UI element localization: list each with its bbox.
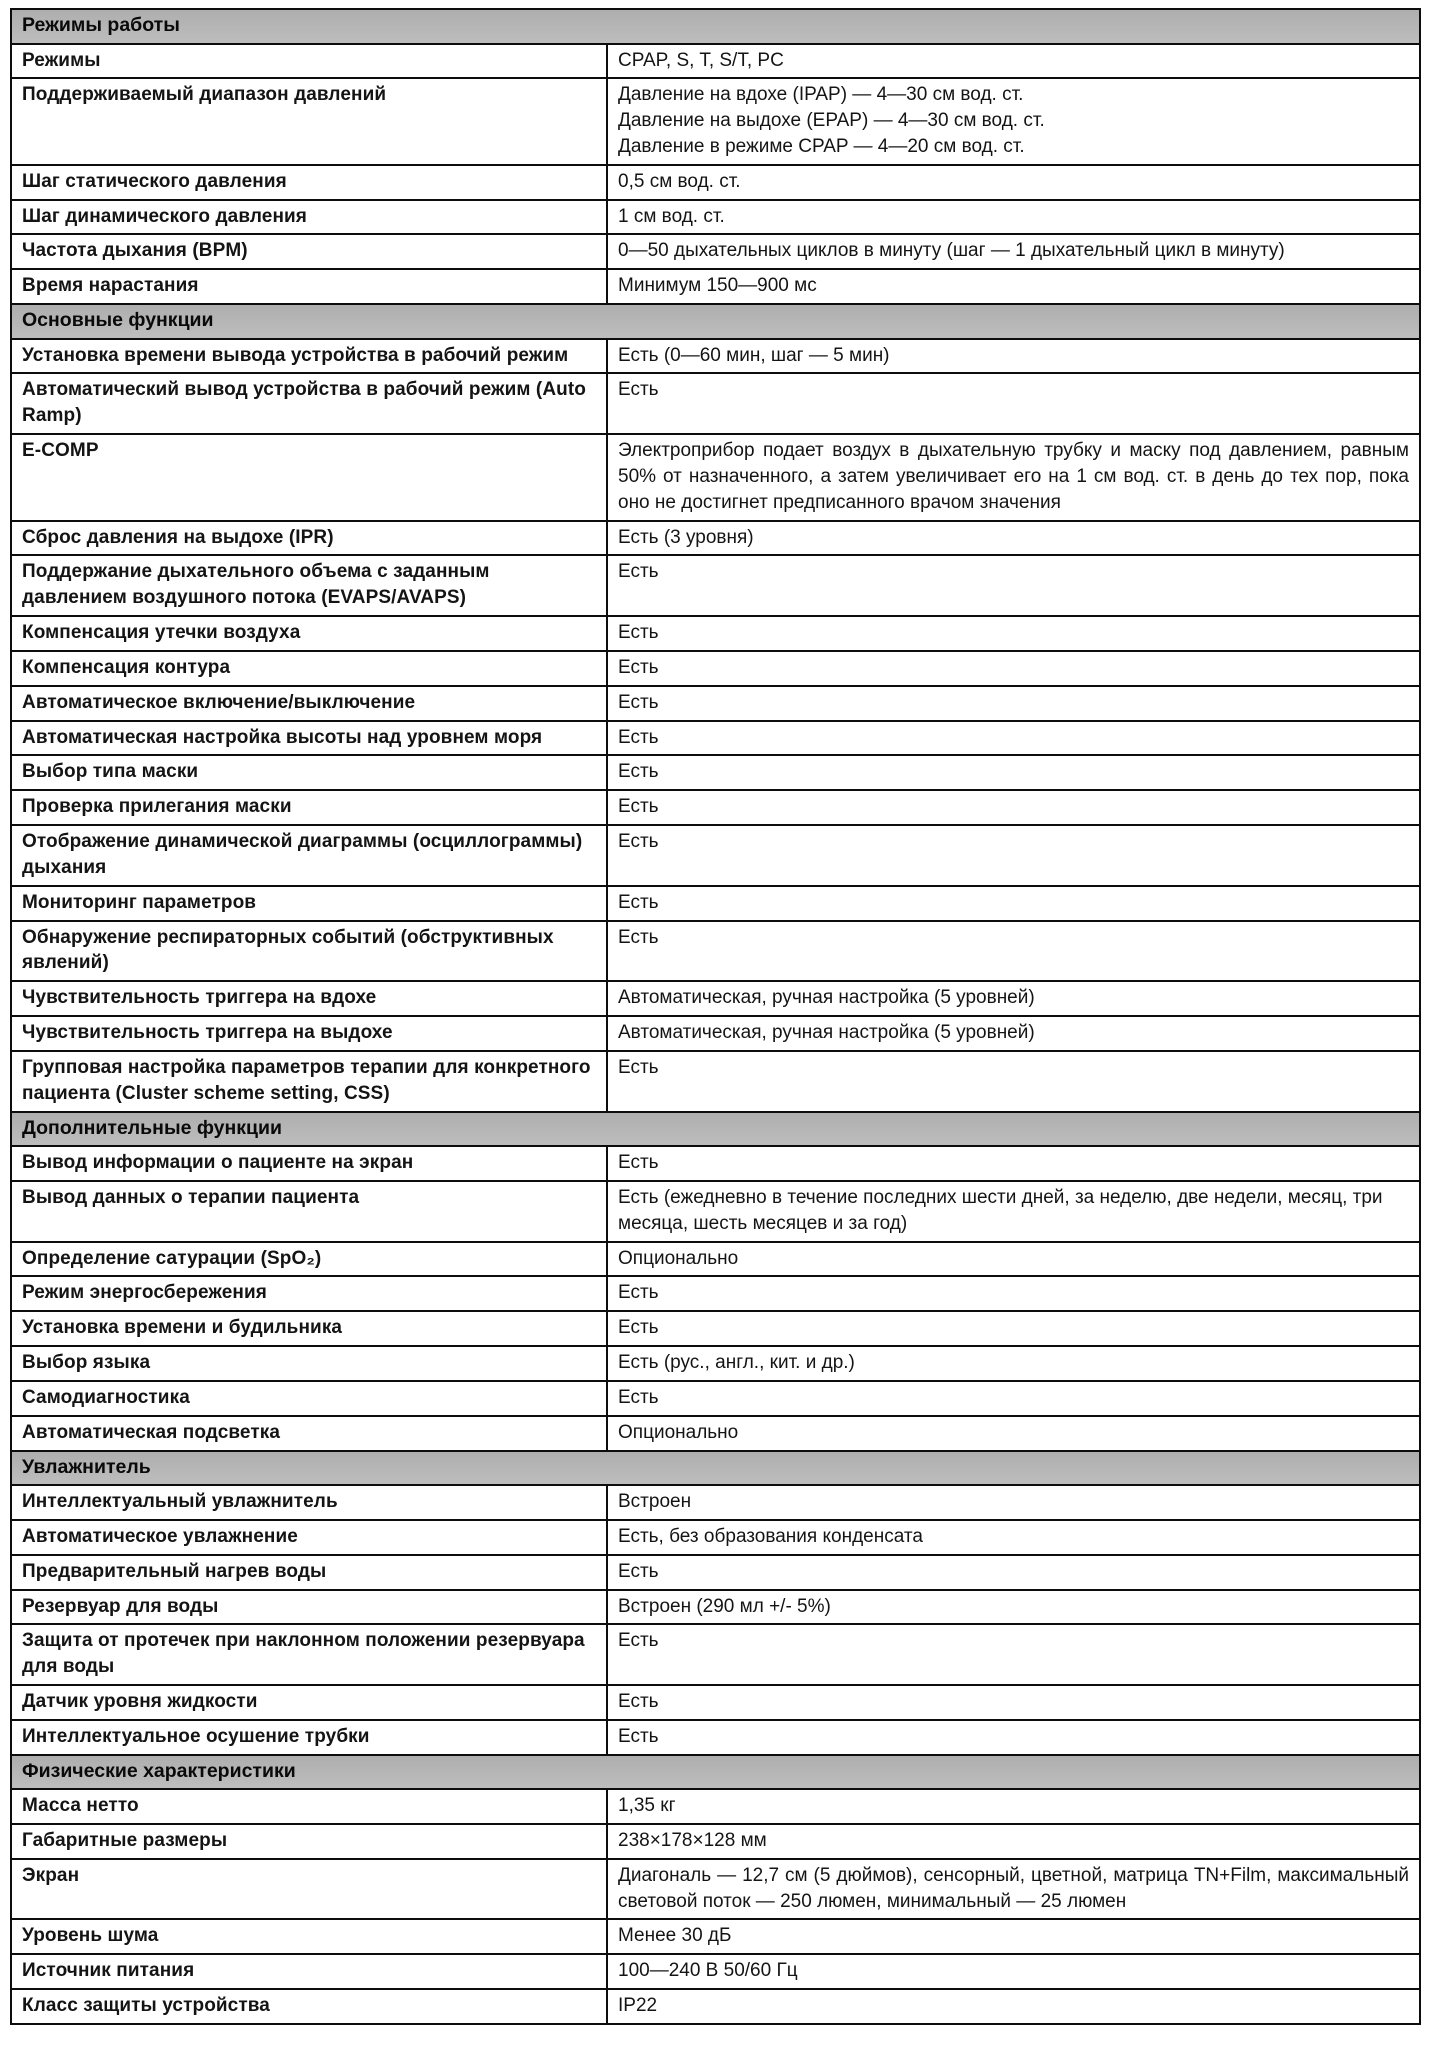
spec-value: Есть <box>607 1720 1420 1755</box>
spec-label: Интеллектуальное осушение трубки <box>11 1720 607 1755</box>
spec-row <box>11 521 1420 556</box>
spec-row <box>11 1624 1420 1685</box>
spec-row <box>11 1416 1420 1451</box>
spec-row <box>11 651 1420 686</box>
spec-label: Датчик уровня жидкости <box>11 1685 607 1720</box>
spec-row <box>11 1555 1420 1590</box>
spec-value: Есть <box>607 1381 1420 1416</box>
spec-label: Чувствительность триггера на вдохе <box>11 981 607 1016</box>
spec-row <box>11 1485 1420 1520</box>
spec-value: Есть <box>607 1685 1420 1720</box>
spec-value: 100—240 В 50/60 Гц <box>607 1954 1420 1989</box>
spec-label: Время нарастания <box>11 269 607 304</box>
spec-value: Есть <box>607 1555 1420 1590</box>
spec-row <box>11 78 1420 164</box>
spec-value: CPAP, S, T, S/T, PC <box>607 44 1420 79</box>
spec-label: Защита от протечек при наклонном положении резервуара для воды <box>11 1624 607 1685</box>
spec-label: Выбор типа маски <box>11 755 607 790</box>
spec-row <box>11 1181 1420 1242</box>
spec-row <box>11 1789 1420 1824</box>
spec-value: Диагональ — 12,7 см (5 дюймов), сенсорный, цветной, матрица TN+Film, максимальный световой поток — 250 люмен, минимальный — 25 люмен <box>607 1859 1420 1920</box>
spec-row <box>11 755 1420 790</box>
spec-value: Автоматическая, ручная настройка (5 уровней) <box>607 981 1420 1016</box>
spec-row <box>11 1146 1420 1181</box>
spec-value: Минимум 150—900 мс <box>607 269 1420 304</box>
spec-label: Экран <box>11 1859 607 1920</box>
spec-label: Предварительный нагрев воды <box>11 1555 607 1590</box>
spec-label: Класс защиты устройства <box>11 1989 607 2024</box>
spec-label: Шаг статического давления <box>11 165 607 200</box>
spec-value: Есть <box>607 721 1420 756</box>
spec-value: Есть <box>607 1276 1420 1311</box>
spec-row <box>11 721 1420 756</box>
spec-label: Интеллектуальный увлажнитель <box>11 1485 607 1520</box>
spec-label: Групповая настройка параметров терапии для конкретного пациента (Cluster scheme setting, CSS) <box>11 1051 607 1112</box>
spec-row <box>11 339 1420 374</box>
spec-value: Есть, без образования конденсата <box>607 1520 1420 1555</box>
spec-value: Есть <box>607 1051 1420 1112</box>
spec-row <box>11 44 1420 79</box>
section-title: Дополнительные функции <box>11 1112 1420 1147</box>
spec-value: 238×178×128 мм <box>607 1824 1420 1859</box>
spec-label: Режимы <box>11 44 607 79</box>
spec-label: Установка времени вывода устройства в рабочий режим <box>11 339 607 374</box>
spec-label: Выбор языка <box>11 1346 607 1381</box>
spec-label: Автоматическое включение/выключение <box>11 686 607 721</box>
spec-label: Самодиагностика <box>11 1381 607 1416</box>
spec-label: Вывод информации о пациенте на экран <box>11 1146 607 1181</box>
spec-value-line: Давление на вдохе (IPAP) — 4—30 см вод. ст. <box>618 84 1024 106</box>
spec-row <box>11 616 1420 651</box>
spec-row <box>11 1720 1420 1755</box>
spec-label: Масса нетто <box>11 1789 607 1824</box>
spec-label: Компенсация контура <box>11 651 607 686</box>
spec-label: Сброс давления на выдохе (IPR) <box>11 521 607 556</box>
section-header-row <box>11 1112 1420 1147</box>
section-title: Режимы работы <box>11 9 1420 44</box>
spec-label: Резервуар для воды <box>11 1590 607 1625</box>
spec-label: Автоматическая подсветка <box>11 1416 607 1451</box>
spec-row <box>11 1381 1420 1416</box>
spec-label: Автоматическое увлажнение <box>11 1520 607 1555</box>
spec-row <box>11 1859 1420 1920</box>
spec-row <box>11 1824 1420 1859</box>
spec-value: Есть <box>607 1146 1420 1181</box>
spec-label: Частота дыхания (BPM) <box>11 234 607 269</box>
spec-value: Есть <box>607 790 1420 825</box>
spec-value: 1,35 кг <box>607 1789 1420 1824</box>
spec-value: Есть <box>607 921 1420 982</box>
spec-row <box>11 790 1420 825</box>
spec-label: Габаритные размеры <box>11 1824 607 1859</box>
spec-value: Электроприбор подает воздух в дыхательную трубку и маску под давлением, равным 50% от назначенного, а затем увеличивает его на 1 см вод. ст. в день до тех пор, пока оно не достигнет предписанного врачом значения <box>607 434 1420 520</box>
spec-row <box>11 886 1420 921</box>
spec-label: Поддержание дыхательного объема с заданным давлением воздушного потока (EVAPS/AVAPS) <box>11 555 607 616</box>
spec-value: Есть <box>607 651 1420 686</box>
spec-row <box>11 234 1420 269</box>
spec-row <box>11 1520 1420 1555</box>
section-title: Физические характеристики <box>11 1755 1420 1790</box>
spec-value: Есть (рус., англ., кит. и др.) <box>607 1346 1420 1381</box>
spec-label: Автоматическая настройка высоты над уровнем моря <box>11 721 607 756</box>
spec-value: Менее 30 дБ <box>607 1919 1420 1954</box>
section-header-row <box>11 1451 1420 1486</box>
spec-value: 0,5 см вод. ст. <box>607 165 1420 200</box>
spec-value: Есть <box>607 1624 1420 1685</box>
spec-value: Есть (ежедневно в течение последних шести дней, за неделю, две недели, месяц, три месяца, шесть месяцев и за год) <box>607 1181 1420 1242</box>
section-header-row <box>11 304 1420 339</box>
spec-row <box>11 1016 1420 1051</box>
spec-label: Чувствительность триггера на выдохе <box>11 1016 607 1051</box>
spec-row <box>11 1685 1420 1720</box>
spec-label: Автоматический вывод устройства в рабочий режим (Auto Ramp) <box>11 373 607 434</box>
spec-label: E-COMP <box>11 434 607 520</box>
spec-row <box>11 921 1420 982</box>
spec-row <box>11 1051 1420 1112</box>
spec-value: Есть <box>607 555 1420 616</box>
spec-label: Установка времени и будильника <box>11 1311 607 1346</box>
spec-value: Опционально <box>607 1242 1420 1277</box>
spec-value: Есть <box>607 886 1420 921</box>
spec-label: Вывод данных о терапии пациента <box>11 1181 607 1242</box>
spec-value: Опционально <box>607 1416 1420 1451</box>
spec-value: Есть <box>607 686 1420 721</box>
spec-value: Встроен (290 мл +/- 5%) <box>607 1590 1420 1625</box>
spec-row <box>11 1276 1420 1311</box>
spec-row <box>11 434 1420 520</box>
section-title: Основные функции <box>11 304 1420 339</box>
section-header-row <box>11 9 1420 44</box>
spec-row <box>11 373 1420 434</box>
spec-label: Обнаружение респираторных событий (обструктивных явлений) <box>11 921 607 982</box>
spec-row <box>11 825 1420 886</box>
spec-row <box>11 1954 1420 1989</box>
spec-value: Есть (0—60 мин, шаг — 5 мин) <box>607 339 1420 374</box>
spec-label: Шаг динамического давления <box>11 200 607 235</box>
spec-value: Есть <box>607 616 1420 651</box>
spec-label: Компенсация утечки воздуха <box>11 616 607 651</box>
spec-value: Есть <box>607 373 1420 434</box>
spec-row <box>11 200 1420 235</box>
spec-row <box>11 981 1420 1016</box>
spec-row <box>11 1989 1420 2024</box>
spec-value-line: Давление в режиме CPAP — 4—20 см вод. ст. <box>618 136 1025 157</box>
spec-label: Источник питания <box>11 1954 607 1989</box>
spec-row <box>11 1242 1420 1277</box>
spec-table <box>10 8 1421 2025</box>
spec-row <box>11 1919 1420 1954</box>
section-header-row <box>11 1755 1420 1790</box>
spec-label: Уровень шума <box>11 1919 607 1954</box>
spec-value: IP22 <box>607 1989 1420 2024</box>
spec-row <box>11 1346 1420 1381</box>
spec-value: Есть <box>607 1311 1420 1346</box>
spec-value: Автоматическая, ручная настройка (5 уровней) <box>607 1016 1420 1051</box>
spec-row <box>11 1590 1420 1625</box>
spec-row <box>11 555 1420 616</box>
spec-value-line: Давление на выдохе (EPAP) — 4—30 см вод. ст. <box>618 110 1045 132</box>
spec-value: 0—50 дыхательных циклов в минуту (шаг — 1 дыхательный цикл в минуту) <box>607 234 1420 269</box>
spec-row <box>11 269 1420 304</box>
spec-row <box>11 686 1420 721</box>
spec-value: Есть (3 уровня) <box>607 521 1420 556</box>
spec-label: Поддерживаемый диапазон давлений <box>11 78 607 164</box>
spec-row <box>11 1311 1420 1346</box>
spec-label: Режим энергосбережения <box>11 1276 607 1311</box>
spec-value: Есть <box>607 825 1420 886</box>
spec-label: Мониторинг параметров <box>11 886 607 921</box>
spec-row <box>11 165 1420 200</box>
spec-value: Есть <box>607 755 1420 790</box>
spec-table-body <box>11 9 1420 2024</box>
section-title: Увлажнитель <box>11 1451 1420 1486</box>
spec-value: 1 см вод. ст. <box>607 200 1420 235</box>
spec-label: Проверка прилегания маски <box>11 790 607 825</box>
spec-label: Определение сатурации (SpO₂) <box>11 1242 607 1277</box>
spec-value <box>607 78 1420 164</box>
spec-label: Отображение динамической диаграммы (осциллограммы) дыхания <box>11 825 607 886</box>
spec-value: Встроен <box>607 1485 1420 1520</box>
